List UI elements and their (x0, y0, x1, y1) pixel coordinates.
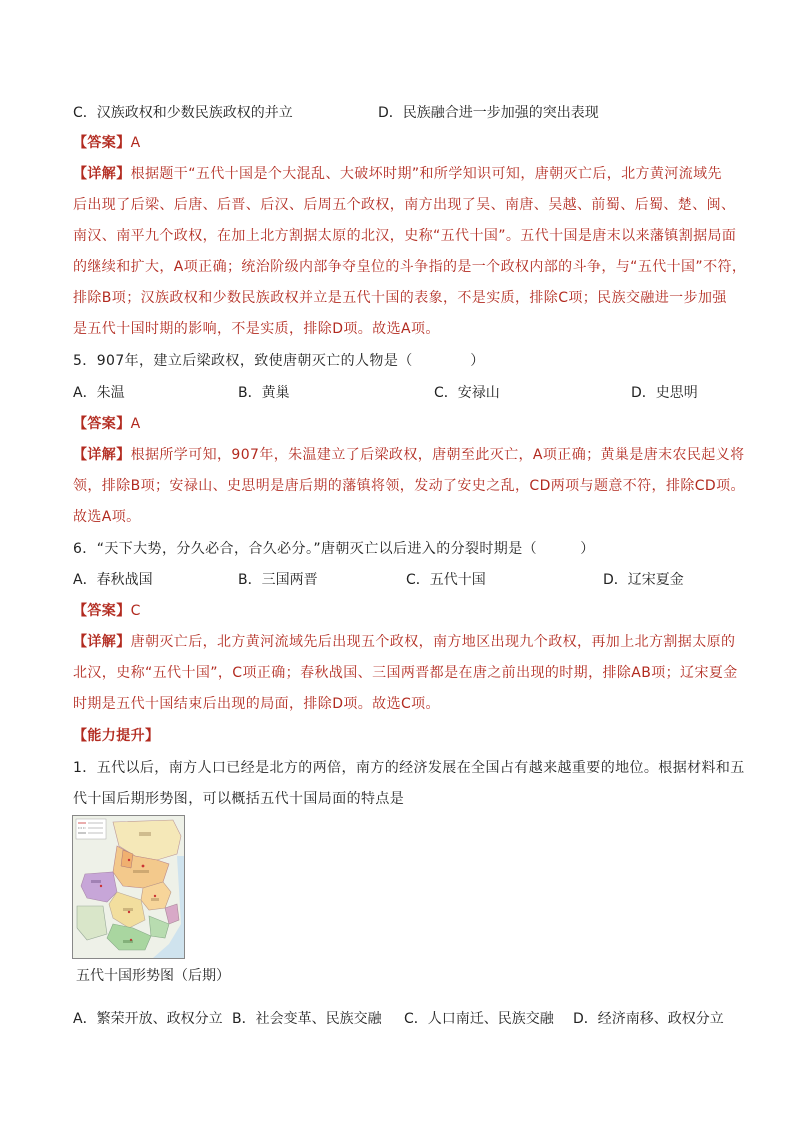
q4-option-c: C．汉族政权和少数民族政权的并立 (73, 105, 293, 121)
q4-option-d: D．民族融合进一步加强的突出表现 (378, 105, 599, 121)
q4-answer-line (73, 133, 141, 153)
q4-detail-line-5: 是五代十国时期的影响，不是实质，排除D项。故选A项。 (73, 321, 440, 337)
q5-answer-line (73, 414, 141, 434)
q4-detail-line-1: 后出现了后梁、后唐、后晋、后汉、后周五个政权，南方出现了吴、南唐、吴越、前蜀、后蜀、楚、闽、 (73, 197, 736, 213)
answer-tag: 【答案】 (73, 603, 131, 619)
detail-tag: 【详解】 (73, 166, 131, 182)
q6-option-c: C．五代十国 (406, 572, 486, 588)
p1-stem-line-1: 代十国后期形势图，可以概括五代十国局面的特点是 (73, 791, 405, 807)
q5-detail-line-2: 故选A项。 (73, 509, 141, 525)
detail-text: 根据题干“五代十国是个大混乱、大破坏时期”和所学知识可知，唐朝灭亡后，北方黄河流域先 (130, 166, 722, 182)
q5-answer: A (130, 416, 141, 432)
q6-option-a: A．春秋战国 (73, 572, 153, 588)
q5-detail-line-0 (73, 445, 745, 465)
detail-text: 根据所学可知，907年，朱温建立了后梁政权，唐朝至此灭亡，A项正确；黄巢是唐末农民起义将 (130, 447, 745, 463)
q6-detail-line-0 (73, 632, 735, 652)
p1-option-c: C．人口南迁、民族交融 (404, 1011, 554, 1027)
p1-option-d: D．经济南移、政权分立 (573, 1011, 724, 1027)
q6-detail-line-2: 时期是五代十国结束后出现的局面，排除D项。故选C项。 (73, 696, 440, 712)
p1-option-a: A．繁荣开放、政权分立 (73, 1011, 223, 1027)
section-title: 【能力提升】 (73, 728, 160, 744)
q6-option-b: B．三国两晋 (238, 572, 318, 588)
detail-tag: 【详解】 (73, 634, 131, 650)
q4-detail-line-4: 排除B项；汉族政权和少数民族政权并立是五代十国的表象，不是实质，排除C项；民族交融进一步加强 (73, 290, 727, 306)
q6-answer: C (130, 603, 141, 619)
q5-stem: 5．907年，建立后梁政权，致使唐朝灭亡的人物是（ ） (73, 353, 485, 369)
q4-detail-line-3: 的继续和扩大，A项正确；统治阶级内部争夺皇位的斗争指的是一个政权内部的斗争，与“五代十国”不符， (73, 259, 747, 275)
answer-tag: 【答案】 (73, 416, 131, 432)
five-dynasties-map (72, 815, 185, 959)
q6-detail-line-1: 北汉，史称“五代十国”，C项正确；春秋战国、三国两晋都是在唐之前出现的时期，排除AB项；辽宋夏金 (73, 665, 738, 681)
q4-answer: A (130, 135, 141, 151)
map-caption: 五代十国形势图（后期） (76, 968, 230, 984)
p1-stem-line-0: 1．五代以后，南方人口已经是北方的两倍，南方的经济发展在全国占有越来越重要的地位。根据材料和五 (73, 760, 745, 776)
q5-detail-line-1: 领，排除B项；安禄山、史思明是唐后期的藩镇将领，发动了安史之乱，CD两项与题意不符，排除CD项。 (73, 478, 745, 494)
q6-option-d: D．辽宋夏金 (603, 572, 684, 588)
q4-detail-line-2: 南汉、南平九个政权，在加上北方割据太原的北汉，史称“五代十国”。五代十国是唐末以来藩镇割据局面 (73, 228, 737, 244)
q5-option-a: A．朱温 (73, 385, 125, 401)
detail-tag: 【详解】 (73, 447, 131, 463)
q5-option-b: B．黄巢 (238, 385, 290, 401)
q4-detail-line-0 (73, 164, 722, 184)
detail-text: 唐朝灭亡后，北方黄河流域先后出现五个政权，南方地区出现九个政权，再加上北方割据太原的 (130, 634, 736, 650)
q5-option-d: D．史思明 (631, 385, 698, 401)
answer-tag: 【答案】 (73, 135, 131, 151)
q5-option-c: C．安禄山 (434, 385, 500, 401)
q6-answer-line (73, 601, 141, 621)
q6-stem: 6．“天下大势，分久必合，合久必分。”唐朝灭亡以后进入的分裂时期是（ ） (73, 541, 595, 557)
p1-option-b: B．社会变革、民族交融 (232, 1011, 382, 1027)
